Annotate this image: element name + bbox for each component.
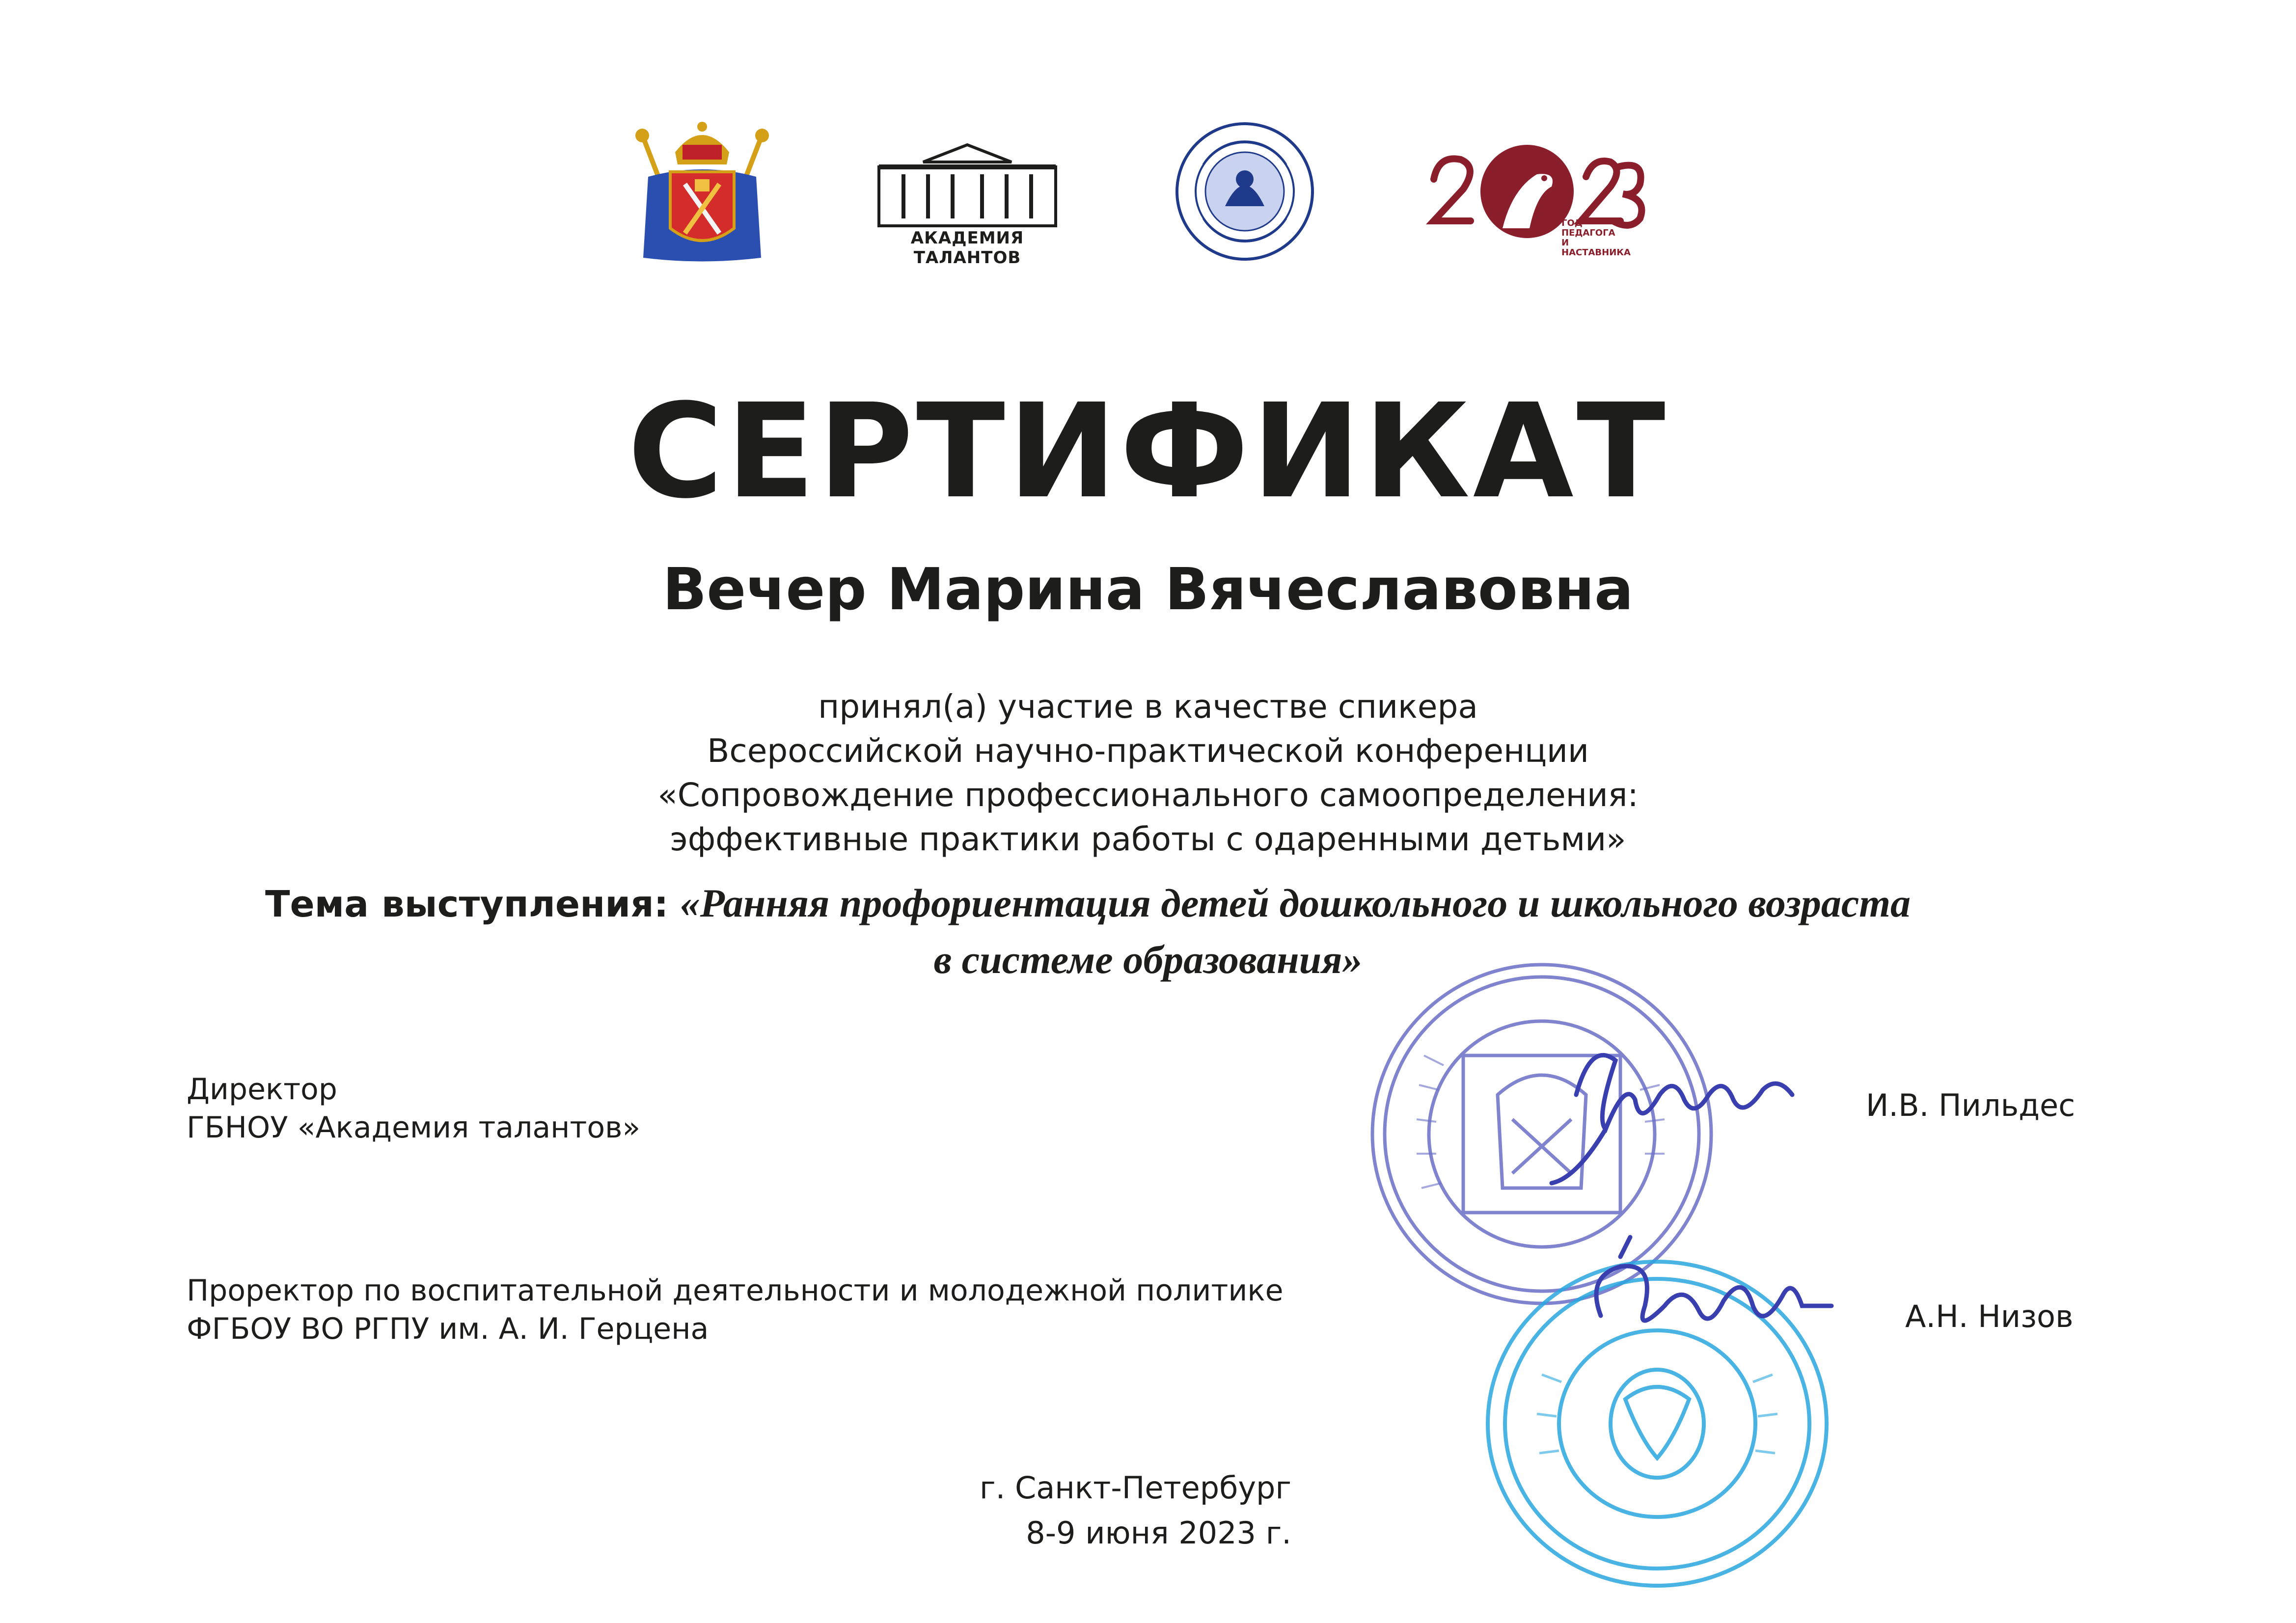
director-title: Директор xyxy=(187,1072,337,1107)
conference-name-line: «Сопровождение профессионального самоопределения: xyxy=(657,776,1639,814)
place-and-date xyxy=(977,1465,1291,1556)
conference-name-line: эффективные практики работы с одаренными детьми» xyxy=(670,820,1626,858)
director-block xyxy=(187,1070,640,1147)
topic-text: «Ранняя профориентация детей дошкольного и школьного возраста xyxy=(680,881,1911,925)
date: 8-9 июня 2023 г. xyxy=(1026,1515,1291,1551)
year-caption-line: ПЕДАГОГА xyxy=(1561,228,1615,238)
director-organization: ГБНОУ «Академия талантов» xyxy=(187,1110,641,1145)
topic-text: в системе образования» xyxy=(933,937,1363,982)
topic-line xyxy=(265,879,2082,929)
city: г. Санкт-Петербург xyxy=(980,1470,1291,1506)
recipient-name: Вечер Марина Вячеславовна xyxy=(662,555,1634,623)
prorector-name: А.Н. Низов xyxy=(1905,1298,2074,1334)
herzen-university-seal-logo xyxy=(1174,120,1316,263)
director-signature xyxy=(1547,1021,1841,1198)
director-name: И.В. Пильдес xyxy=(1866,1087,2076,1123)
prorector-title: Проректор по воспитательной деятельности и молодежной политике xyxy=(187,1273,1284,1308)
prorector-signature xyxy=(1557,1227,1871,1384)
topic-line-continued xyxy=(0,935,2296,995)
spb-coat-of-arms-logo xyxy=(629,118,776,270)
topic-label: Тема выступления: xyxy=(265,883,669,925)
prorector-block xyxy=(187,1271,1284,1348)
prorector-organization: ФГБОУ ВО РГПУ им. А. И. Герцена xyxy=(187,1312,709,1346)
academy-logo-caption: АКАДЕМИЯ ТАЛАНТОВ xyxy=(910,228,1024,268)
year-logo-caption xyxy=(1561,218,1635,258)
year-caption-line: И НАСТАВНИКА xyxy=(1561,238,1631,258)
certificate-title: СЕРТИФИКАТ xyxy=(628,376,1668,527)
year-caption-line: ГОД xyxy=(1561,218,1583,228)
participation-line: принял(а) участие в качестве спикера xyxy=(818,688,1478,726)
conference-line: Всероссийской научно-практической конференции xyxy=(707,732,1589,770)
